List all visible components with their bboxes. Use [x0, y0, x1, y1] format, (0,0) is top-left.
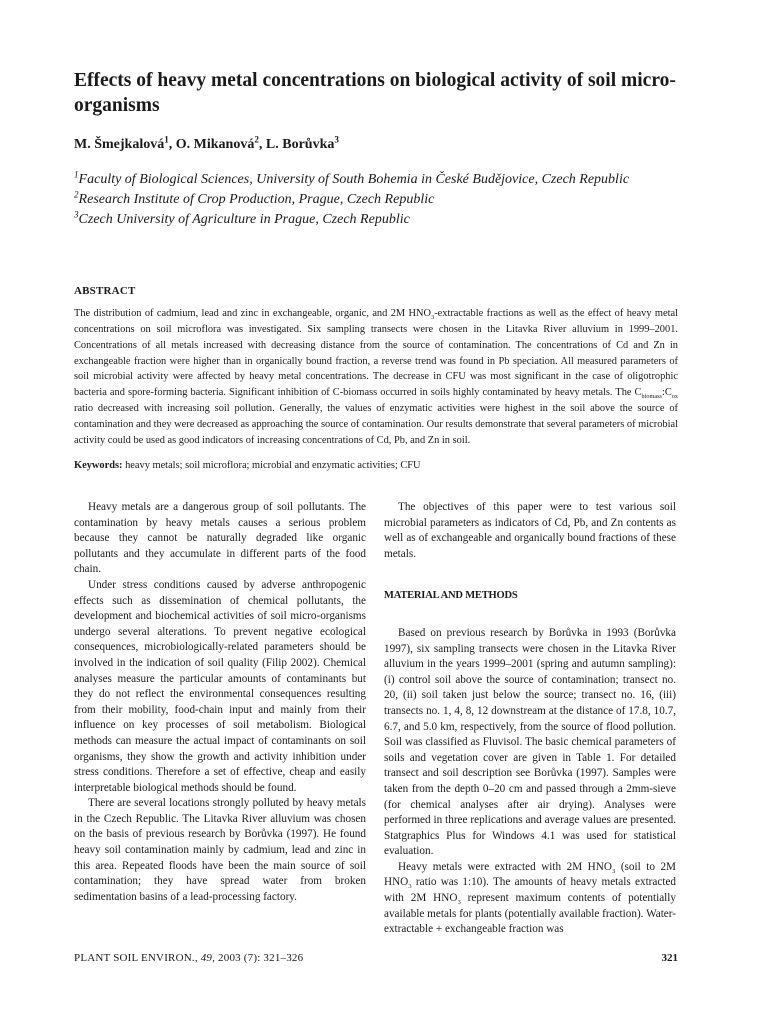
author-list [74, 135, 694, 155]
author-name: L. Borůvka [265, 137, 335, 152]
text-part: represent maximum contents of potentially available metals for plants (potentially available fraction). Water-extractable + exchangeable fraction was [384, 892, 676, 936]
body-paragraph: Based on previous research by Borůvka in 1993 (Borůvka 1997), six sampling transects were chosen in the Litavka River alluvium in the years 1999–2001 (spring and autumn sampling): (i) control soil above the source of contamination; transect no. 20, (ii) soil taken just below the source; transect no. 16, (iii) transects no. 1, 4, 8, 12 downstream at the distance of 17.8, 10.7, 6.7, and 5.0 km, respectively, from the source of flood pollution. Soil was classified as Fluvisol. The basic chemical parameters of soils and vegetation cover are given in Table 1. For detailed transect and soil description see Borůvka (1997). Samples were taken from the depth 0–20 cm and passed through a 2mm-sieve (for chemical analyses after air drying). Analyses were performed in three replications and average values are presented. Statgraphics Plus for Windows 4.1 was used for statistical evaluation. [384, 626, 676, 858]
affiliation-text: Czech University of Agriculture in Prague, Czech Republic [78, 211, 410, 227]
body-column-right [384, 500, 676, 938]
affiliation [74, 170, 694, 190]
subscript: 3 [611, 868, 616, 876]
section-heading: MATERIAL AND METHODS [384, 590, 518, 602]
author-separator: , [258, 137, 266, 152]
affiliation [74, 190, 694, 210]
journal-name: PLANT SOIL ENVIRON., [74, 952, 201, 964]
abstract-part: -extractable fractions as well as the effect of heavy metal concentrations on soil microflora was investigated. Six sampling transects were chosen in the Litavka River alluvium in 1999–2001. Concentrations of all metals increased with decreasing distance from the source of contamination. The concentrations of Cd and Zn in exchangeable fraction were higher than in organically bound fraction, a reverse trend was found in Pb speciation. All measured parameters of soil microbial activity were affected by heavy metal concentrations. The decrease in CFU was most significant in the case of oligotrophic bacteria and spore-forming bacteria. Significant inhibition of C-biomass occurred in soils highly contaminated by heavy metals. The C [74, 308, 679, 399]
body-paragraph [384, 860, 676, 938]
body-column-left [74, 500, 366, 905]
abstract-part: :C [661, 387, 672, 399]
author-affiliation-number: 2 [254, 134, 259, 145]
body-paragraph: Heavy metals are a dangerous group of soil pollutants. The contamination by heavy metals causes a serious problem because they cannot be naturally degraded like organic pollutants and they accumulate in different parts of the food chain. [74, 501, 366, 576]
keywords [74, 458, 678, 473]
affiliation-number: 2 [74, 189, 79, 200]
abstract-text [74, 306, 678, 449]
subscript: 3 [408, 883, 412, 891]
text-part: Heavy metals were extracted with 2M HNO [398, 860, 612, 873]
subscript: 3 [457, 899, 461, 907]
abstract-heading: ABSTRACT [74, 285, 136, 297]
abstract-part: The distribution of cadmium, lead and zinc in exchangeable, organic, and 2M HNO [74, 308, 432, 319]
keywords-label: Keywords: [74, 460, 123, 471]
text-part: (soil to 2M HNO [384, 860, 676, 889]
author-affiliation-number: 3 [334, 134, 339, 145]
body-paragraph: There are several locations strongly polluted by heavy metals in the Czech Republic. The Litavka River alluvium was chosen on the basis of previous research by Borůvka (1997). He found heavy soil contamination mainly by cadmium, lead and zinc in this area. Repeated floods have been the main source of soil contamination; they have spread water from broken sedimentation basins of a lead-processing factory. [74, 797, 366, 903]
abstract-part: ratio decreased with increasing soil pollution. Generally, the values of enzymatic activities were highest in the soil above the source of contamination and they were decreased as approaching the source of contamination. Our results demonstrate that several parameters of microbial activity could be used as good indicators of increasing concentrations of Cd, Pb, and Zn in soil. [74, 403, 678, 446]
journal-volume: 49 [200, 952, 213, 964]
body-paragraph: The objectives of this paper were to test various soil microbial parameters as indicators of Cd, Pb, and Zn contents as well as of exchangeable and organically bound fractions of these metals. [384, 501, 676, 560]
subscript: biomass [641, 393, 662, 401]
author-name: O. Mikanová [175, 137, 255, 152]
keywords-text: heavy metals; soil microflora; microbial and enzymatic activities; CFU [122, 460, 421, 471]
author-name: M. Šmejkalová [74, 137, 165, 152]
affiliation-number: 1 [74, 169, 79, 180]
article-title: Effects of heavy metal concentrations on biological activity of soil micro-organisms [74, 70, 676, 116]
body-paragraph: Under stress conditions caused by adverse anthropogenic effects such as dissemination of chemical pollutants, the development and biochemical activities of soil micro-organisms undergo several alterations. To prevent negative ecological consequences, microbiologically-related parameters should be involved in the indication of soil quality (Filip 2002). Chemical analyses measure the particular amounts of contaminants but they do not reflect the environmental consequences resulting from their mobility, food-chain input and mainly from their influence on key processes of soil metabolism. Biological methods can measure the actual impact of contaminants on soil organisms, they show the growth and activity inhibition under stress conditions. Therefore a set of effective, cheap and easily interpretable biological methods should be found. [74, 578, 366, 794]
author-affiliation-number: 1 [164, 134, 169, 145]
affiliation-text: Research Institute of Crop Production, Prague, Czech Republic [78, 191, 435, 207]
subscript: 3 [431, 314, 435, 322]
affiliation-number: 3 [74, 208, 79, 219]
page-number: 321 [661, 952, 678, 964]
affiliation [74, 210, 694, 230]
journal-citation [74, 952, 303, 964]
affiliation-list [74, 170, 694, 229]
affiliation-text: Faculty of Biological Sciences, University of South Bohemia in České Budějovice, Czech Republic [78, 172, 630, 187]
journal-issue: , 2003 (7): 321–326 [212, 952, 304, 964]
subscript: ox [671, 393, 678, 401]
text-part: ratio was 1:10). The amounts of heavy metals extracted with 2M HNO [384, 876, 676, 905]
author-separator: , [168, 137, 176, 152]
